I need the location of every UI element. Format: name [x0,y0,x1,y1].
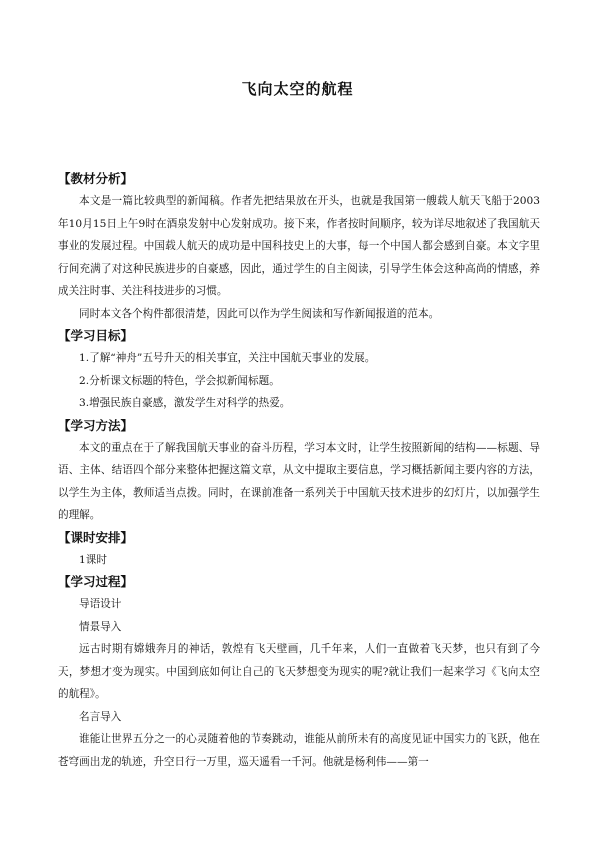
list-item: 3.增强民族自豪感，激发学生对科学的热爱。 [79,397,291,409]
section-heading: 【学习方法】 [58,417,134,433]
section-heading: 【学习过程】 [58,574,134,589]
subheading: 情景导入 [79,620,122,633]
paragraph: 谁能让世界五分之一的心灵随着他的节奏跳动，谁能从前所未有的高度见证中国实力的飞跃，他在苍穹画出龙的轨迹，升空日行一万里，巡天遥看一千河。他就是杨利伟——第一 [58,733,540,768]
subheading: 导语设计 [79,598,122,610]
section-heading: 【教材分析】 [58,171,134,186]
document-title: 飞向太空的航程 [241,80,354,98]
document-body [58,168,540,773]
paragraph: 本文是一篇比较典型的新闻稿。作者先把结果放在开头，也就是我国第一艘载人航天飞船于2003年10月15日上午9时在酒泉发射中心发射成功。接下来，作者按时间顺序，较为详尽地叙述了我国航天事业的发展过程。中国载人航天的成功是中国科技史上的大事，每一个中国人都会感到自豪。本文字里行间充满了对这种民族进步的自豪感，因此，通过学生的自主阅读，引导学生体会这种高尚的情感，养成关注时事、关注科技进步的习惯。 [58,195,540,297]
section-textbook-analysis [58,168,540,325]
subheading: 名言导入 [79,710,122,723]
section-heading: 【学习目标】 [58,328,134,343]
paragraph: 同时本文各个构件都很清楚，因此可以作为学生阅读和写作新闻报道的范本。 [79,307,440,320]
list-item: 2.分析课文标题的特色，学会拟新闻标题。 [79,374,280,387]
section-learning-methods [58,415,540,527]
paragraph: 远古时期有嫦娥奔月的神话，敦煌有飞天壁画，几千年来，人们一直做着飞天梦，也只有到了今天，梦想才变为现实。中国到底如何让自己的飞天梦想变为现实的呢?就让我们一起来学习《飞向太空的航程》。 [58,643,540,700]
paragraph: 本文的重点在于了解我国航天事业的奋斗历程，学习本文时，让学生按照新闻的结构——标题、导语、主体、结语四个部分来整体把握这篇文章，从文中提取主要信息，学习概括新闻主要内容的方法，以学生为主体，教师适当点拨。同时，在课前准备一系列关于中国航天技术进步的幻灯片，以加强学生的理解。 [58,441,540,521]
section-heading: 【课时安排】 [58,529,134,545]
paragraph: 1课时 [79,553,107,566]
section-class-hours [58,527,540,572]
list-item: 1.了解“神舟”五号升天的相关事宜，关注中国航天事业的发展。 [79,352,376,364]
section-learning-process [58,571,540,773]
section-learning-goals [58,325,540,415]
